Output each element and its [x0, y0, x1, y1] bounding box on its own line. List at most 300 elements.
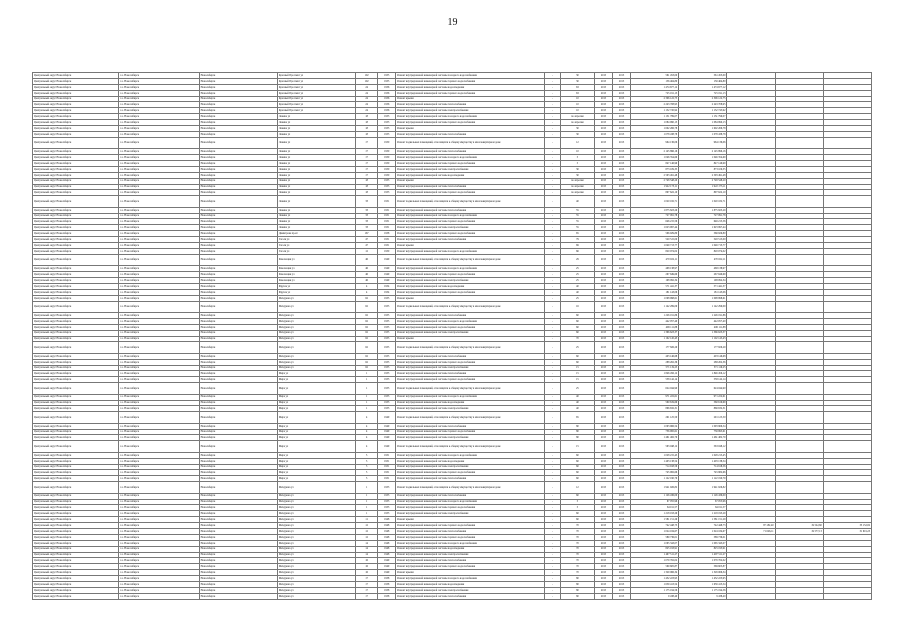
cell-extra [823, 196, 871, 207]
cell-district: Центральный округ Новосибирск [33, 464, 119, 470]
cell-total: 1 403 138,54 [631, 458, 679, 464]
cell-work: Ремонт крыши [396, 295, 545, 301]
cell-street: Мира ул [277, 458, 355, 464]
cell-year: 1949 [378, 429, 396, 435]
cell-total: 563 048,12 [631, 441, 679, 452]
cell-dash: - [544, 254, 560, 265]
cell-district: Центральный округ Новосибирск [33, 493, 119, 499]
cell-work: Ремонт внутридомовой инженерной системы горячего водоснабжения [396, 90, 545, 96]
cell-settlement: г.о. Новосибирск [119, 120, 199, 126]
cell-months: по апрелям [560, 120, 594, 126]
cell-y2: 2015 [612, 90, 630, 96]
cell-months: по апрелям [560, 190, 594, 196]
cell-y1: 2015 [594, 587, 612, 593]
cell-stage: 1 432 223,95 [679, 576, 727, 582]
cell-work: Ремонт внутридомовой инженерной системы водоотведения [396, 400, 545, 406]
cell-house: 62 [356, 318, 378, 324]
cell-extra: 87 182,40 [727, 523, 775, 529]
cell-dash: - [544, 383, 560, 394]
cell-y2: 2015 [612, 570, 630, 576]
cell-extra [823, 482, 871, 493]
cell-year: 1958 [378, 593, 396, 599]
cell-stage: 1 846 456,12 [679, 371, 727, 377]
cell-settlement: г.о. Новосибирск [119, 243, 199, 249]
cell-city: Новосибирск [199, 517, 277, 523]
cell-extra [727, 254, 775, 265]
cell-district: Центральный округ Новосибирск [33, 78, 119, 84]
cell-city: Новосибирск [199, 108, 277, 114]
cell-dash: - [544, 435, 560, 441]
cell-city: Новосибирск [199, 207, 277, 213]
cell-year: 1951 [378, 219, 396, 225]
cell-extra [775, 441, 823, 452]
cell-y2: 2015 [612, 295, 630, 301]
cell-street: Мира ул [277, 476, 355, 482]
cell-y2: 2015 [612, 441, 630, 452]
cell-house: 1 [356, 400, 378, 406]
cell-y1: 2015 [594, 237, 612, 243]
cell-year: 1953 [378, 511, 396, 517]
cell-total: 714 918,56 [631, 464, 679, 470]
cell-district: Центральный округ Новосибирск [33, 400, 119, 406]
cell-settlement: г.о. Новосибирск [119, 301, 199, 312]
cell-y1: 2015 [594, 254, 612, 265]
cell-dash: - [544, 517, 560, 523]
cell-dash: - [544, 102, 560, 108]
cell-settlement: г.о. Новосибирск [119, 476, 199, 482]
cell-extra [823, 412, 871, 423]
cell-house: 17 [356, 166, 378, 172]
cell-district: Центральный округ Новосибирск [33, 470, 119, 476]
cell-city: Новосибирск [199, 237, 277, 243]
cell-house: 18 [356, 131, 378, 137]
cell-house: 17 [356, 593, 378, 599]
cell-year: 1949 [378, 254, 396, 265]
cell-settlement: г.о. Новосибирск [119, 324, 199, 330]
cell-district: Центральный округ Новосибирск [33, 336, 119, 342]
cell-city: Новосибирск [199, 295, 277, 301]
cell-street: Мичурина ул [277, 365, 355, 371]
cell-city: Новосибирск [199, 278, 277, 284]
cell-months: 5 [560, 160, 594, 166]
cell-work: Ремонт внутридомовой инженерной системы электроснабжения [396, 406, 545, 412]
cell-city: Новосибирск [199, 423, 277, 429]
cell-dash: - [544, 581, 560, 587]
cell-dash: - [544, 371, 560, 377]
cell-year: 1950 [378, 166, 396, 172]
cell-work: Ремонт внутридомовой инженерной системы теплоснабжения [396, 371, 545, 377]
cell-district: Центральный округ Новосибирск [33, 178, 119, 184]
cell-district: Центральный округ Новосибирск [33, 365, 119, 371]
cell-y2: 2015 [612, 464, 630, 470]
cell-y2: 2015 [612, 231, 630, 237]
cell-settlement: г.о. Новосибирск [119, 166, 199, 172]
cell-stage: 267 649,69 [679, 272, 727, 278]
cell-total: 181 143,06 [631, 289, 679, 295]
cell-y2: 2015 [612, 359, 630, 365]
cell-months: 30 [560, 73, 594, 79]
cell-months: 70 [560, 540, 594, 546]
cell-y1: 2015 [594, 534, 612, 540]
cell-work: Ремонт внутридомовой инженерной системы водоотведения [396, 283, 545, 289]
cell-y1: 2015 [594, 137, 612, 148]
cell-work: Ремонт подвальных помещений, относящихся к общему имуществу в многоквартирном доме [396, 301, 545, 312]
cell-y2: 2015 [612, 219, 630, 225]
cell-year: 1955 [378, 330, 396, 336]
cell-district: Центральный округ Новосибирск [33, 564, 119, 570]
cell-year: 1956 [378, 84, 396, 90]
cell-house: 1 [356, 394, 378, 400]
cell-y1: 2015 [594, 400, 612, 406]
cell-settlement: г.о. Новосибирск [119, 505, 199, 511]
cell-district: Центральный округ Новосибирск [33, 505, 119, 511]
cell-house: 47 [356, 237, 378, 243]
cell-house: 33 [356, 219, 378, 225]
cell-city: Новосибирск [199, 581, 277, 587]
cell-stage: 156 464,80 [679, 78, 727, 84]
cell-dash: - [544, 464, 560, 470]
cell-y1: 2015 [594, 289, 612, 295]
cell-months: 25 [560, 342, 594, 353]
cell-city: Новосибирск [199, 283, 277, 289]
cell-district: Центральный округ Новосибирск [33, 225, 119, 231]
cell-months: 55 [560, 225, 594, 231]
cell-dash: - [544, 336, 560, 342]
cell-y1: 2015 [594, 353, 612, 359]
cell-months: 60 [560, 330, 594, 336]
cell-city: Новосибирск [199, 184, 277, 190]
cell-y2: 2015 [612, 289, 630, 295]
cell-extra [775, 482, 823, 493]
cell-work: Ремонт внутридомовой инженерной системы теплоснабжения [396, 353, 545, 359]
cell-settlement: г.о. Новосибирск [119, 278, 199, 284]
cell-street: Мира ул [277, 400, 355, 406]
cell-work: Ремонт внутридомовой инженерной системы водоотведения [396, 546, 545, 552]
cell-settlement: г.о. Новосибирск [119, 570, 199, 576]
cell-work: Ремонт внутридомовой инженерной системы холодного водоснабжения [396, 73, 545, 79]
cell-dash: - [544, 219, 560, 225]
cell-total: 1 329 066,34 [631, 570, 679, 576]
cell-months: 30 [560, 172, 594, 178]
cell-dash: - [544, 272, 560, 278]
cell-year: 1949 [378, 570, 396, 576]
cell-total: 1 461 482,79 [631, 435, 679, 441]
cell-stage: 2 306 122,75 [679, 96, 727, 102]
cell-district: Центральный округ Новосибирск [33, 570, 119, 576]
cell-work: Ремонт внутридомовой инженерной системы холодного водоснабжения [396, 248, 545, 254]
cell-dash: - [544, 289, 560, 295]
cell-street: Мичурина ул [277, 576, 355, 582]
cell-city: Новосибирск [199, 570, 277, 576]
cell-dash: - [544, 546, 560, 552]
cell-year: 1953 [378, 184, 396, 190]
cell-stage: 1 922 173,11 [679, 184, 727, 190]
cell-year: 1951 [378, 470, 396, 476]
cell-street: Ленина ул [277, 178, 355, 184]
cell-house: 11 [356, 517, 378, 523]
cell-street: Красный Проспект ул [277, 78, 355, 84]
cell-y1: 2015 [594, 540, 612, 546]
cell-year: 1955 [378, 359, 396, 365]
cell-y1: 2015 [594, 336, 612, 342]
cell-total: 1 020 182,71 [631, 196, 679, 207]
cell-street: Мира ул [277, 452, 355, 458]
cell-dash: - [544, 377, 560, 383]
cell-district: Центральный округ Новосибирск [33, 184, 119, 190]
cell-work: Ремонт внутридомовой инженерной системы холодного водоснабжения [396, 576, 545, 582]
cell-months: 15 [560, 441, 594, 452]
cell-y2: 2015 [612, 131, 630, 137]
cell-house: 102 [356, 73, 378, 79]
cell-stage: 563 048,12 [679, 441, 727, 452]
cell-work: Ремонт подвальных помещений, относящихся к общему имуществу в многоквартирном доме [396, 342, 545, 353]
cell-total: 1 084 990,13 [631, 120, 679, 126]
cell-year: 1955 [378, 318, 396, 324]
cell-year: 1948 [378, 546, 396, 552]
cell-y2: 2015 [612, 243, 630, 249]
cell-street: Мичурина ул [277, 359, 355, 365]
cell-y2: 2015 [612, 114, 630, 120]
cell-total: 1 226 191,86 [631, 312, 679, 318]
cell-district: Центральный округ Новосибирск [33, 353, 119, 359]
cell-settlement: г.о. Новосибирск [119, 365, 199, 371]
cell-city: Новосибирск [199, 412, 277, 423]
cell-total: 847 146,99 [631, 160, 679, 166]
cell-city: Новосибирск [199, 493, 277, 499]
cell-months: 25 [560, 278, 594, 284]
cell-stage: 1 403 138,54 [679, 458, 727, 464]
cell-y1: 2015 [594, 278, 612, 284]
cell-total: 745 982,66 [631, 470, 679, 476]
cell-settlement: г.о. Новосибирск [119, 190, 199, 196]
cell-dash: - [544, 137, 560, 148]
cell-months: 60 [560, 458, 594, 464]
cell-dash: - [544, 131, 560, 137]
cell-work: Ремонт внутридомовой инженерной системы холодного водоснабжения [396, 499, 545, 505]
cell-street: Мира ул [277, 435, 355, 441]
cell-district: Центральный округ Новосибирск [33, 423, 119, 429]
cell-total: 873 109,35 [631, 166, 679, 172]
cell-stage: 1 941 926,82 [679, 482, 727, 493]
cell-total: 9 438,40 [631, 593, 679, 599]
cell-district: Центральный округ Новосибирск [33, 523, 119, 529]
table-row [33, 342, 872, 353]
cell-dash: - [544, 283, 560, 289]
cell-street: Ленина ул [277, 207, 355, 213]
cell-year: 1953 [378, 493, 396, 499]
cell-street: Ленина ул [277, 131, 355, 137]
cell-settlement: г.о. Новосибирск [119, 283, 199, 289]
cell-total: 736 995,61 [631, 429, 679, 435]
cell-street: Ленина ул [277, 149, 355, 155]
cell-total: 1 098 998,61 [631, 295, 679, 301]
cell-extra [727, 441, 775, 452]
cell-house: 62 [356, 301, 378, 312]
cell-street: Ленина ул [277, 114, 355, 120]
cell-stage: 560 619,69 [679, 400, 727, 406]
cell-settlement: г.о. Новосибирск [119, 266, 199, 272]
cell-dash: - [544, 184, 560, 190]
cell-total: 1 046 354,69 [631, 155, 679, 161]
cell-district: Центральный округ Новосибирск [33, 73, 119, 79]
cell-settlement: г.о. Новосибирск [119, 289, 199, 295]
cell-y1: 2015 [594, 184, 612, 190]
cell-street: Димитрова пр-кт [277, 231, 355, 237]
cell-district: Центральный округ Новосибирск [33, 172, 119, 178]
cell-district: Центральный округ Новосибирск [33, 534, 119, 540]
cell-house: 18 [356, 126, 378, 132]
cell-dash: - [544, 295, 560, 301]
cell-total: 571 441,37 [631, 283, 679, 289]
cell-y1: 2015 [594, 172, 612, 178]
cell-city: Новосибирск [199, 342, 277, 353]
cell-dash: - [544, 114, 560, 120]
cell-dash: - [544, 155, 560, 161]
cell-year: 1951 [378, 476, 396, 482]
cell-house: 5 [356, 470, 378, 476]
cell-dash: - [544, 593, 560, 599]
cell-stage: 1 122 190,79 [679, 476, 727, 482]
cell-house: 14 [356, 552, 378, 558]
cell-months: 80 [560, 435, 594, 441]
cell-street: Мичурина ул [277, 570, 355, 576]
cell-district: Центральный округ Новосибирск [33, 587, 119, 593]
cell-house: 102 [356, 78, 378, 84]
cell-city: Новосибирск [199, 576, 277, 582]
cell-year: 1950 [378, 248, 396, 254]
cell-work: Ремонт внутридомовой инженерной системы горячего водоснабжения [396, 429, 545, 435]
cell-city: Новосибирск [199, 225, 277, 231]
cell-city: Новосибирск [199, 371, 277, 377]
cell-months: 60 [560, 359, 594, 365]
cell-year: 1950 [378, 160, 396, 166]
cell-settlement: г.о. Новосибирск [119, 231, 199, 237]
cell-street: Ленина ул [277, 196, 355, 207]
cell-street: Мичурина ул [277, 540, 355, 546]
cell-extra [775, 342, 823, 353]
cell-district: Центральный округ Новосибирск [33, 254, 119, 265]
cell-work: Ремонт внутридомовой инженерной системы теплоснабжения [396, 476, 545, 482]
cell-y1: 2015 [594, 166, 612, 172]
cell-work: Ремонт внутридомовой инженерной системы электроснабжения [396, 552, 545, 558]
cell-y1: 2015 [594, 394, 612, 400]
cell-house: 46 [356, 272, 378, 278]
cell-house: 4 [356, 289, 378, 295]
cell-city: Новосибирск [199, 243, 277, 249]
cell-months: 10 [560, 149, 594, 155]
cell-dash: - [544, 540, 560, 546]
cell-street: Ленина ул [277, 137, 355, 148]
cell-house: 24 [356, 90, 378, 96]
cell-work: Ремонт внутридомовой инженерной системы холодного водоснабжения [396, 266, 545, 272]
cell-y1: 2015 [594, 102, 612, 108]
cell-total: 646 215,56 [631, 219, 679, 225]
works-table [32, 72, 872, 600]
cell-dash: - [544, 528, 560, 534]
cell-months: 80 [560, 587, 594, 593]
cell-months: 66 [560, 248, 594, 254]
cell-stage: 825 193,91 [679, 546, 727, 552]
cell-total: 866 632,31 [631, 406, 679, 412]
cell-months: 40 [560, 400, 594, 406]
cell-months: 65 [560, 231, 594, 237]
cell-city: Новосибирск [199, 330, 277, 336]
cell-house: 24 [356, 84, 378, 90]
cell-y2: 2015 [612, 73, 630, 79]
cell-months: 60 [560, 511, 594, 517]
cell-work: Ремонт внутридомовой инженерной системы теплоснабжения [396, 593, 545, 599]
cell-city: Новосибирск [199, 336, 277, 342]
cell-street: Ленина ул [277, 160, 355, 166]
cell-y2: 2015 [612, 400, 630, 406]
cell-y1: 2015 [594, 196, 612, 207]
cell-year: 1949 [378, 441, 396, 452]
cell-extra [727, 412, 775, 423]
cell-district: Центральный округ Новосибирск [33, 243, 119, 249]
cell-total: 1 142 299,09 [631, 301, 679, 312]
cell-year: 1955 [378, 312, 396, 318]
cell-months: 70 [560, 558, 594, 564]
cell-months: 60 [560, 452, 594, 458]
cell-city: Новосибирск [199, 383, 277, 394]
cell-house: 17 [356, 581, 378, 587]
cell-work: Ремонт подвальных помещений, относящихся к общему имуществу в многоквартирном доме [396, 196, 545, 207]
cell-y2: 2015 [612, 493, 630, 499]
cell-stage: 569 605,87 [679, 564, 727, 570]
cell-dash: - [544, 423, 560, 429]
cell-y1: 2015 [594, 581, 612, 587]
cell-stage: 177 826,29 [679, 342, 727, 353]
cell-work: Ремонт внутридомовой инженерной системы горячего водоснабжения [396, 324, 545, 330]
cell-y2: 2015 [612, 324, 630, 330]
cell-months: 80 [560, 581, 594, 587]
cell-year: 1950 [378, 137, 396, 148]
cell-stage: 1 079 762,02 [679, 558, 727, 564]
cell-total: 2 593 491,48 [631, 172, 679, 178]
cell-district: Центральный округ Новосибирск [33, 248, 119, 254]
cell-months: 79 [560, 237, 594, 243]
cell-y1: 2015 [594, 90, 612, 96]
cell-y1: 2015 [594, 114, 612, 120]
cell-y2: 2015 [612, 283, 630, 289]
cell-house: 1 [356, 499, 378, 505]
cell-y1: 2015 [594, 377, 612, 383]
cell-stage: 1 497 511,27 [679, 552, 727, 558]
cell-dash: - [544, 359, 560, 365]
cell-total: 1 659 413,54 [631, 581, 679, 587]
cell-street: Мичурина ул [277, 318, 355, 324]
cell-stage: 571 441,37 [679, 283, 727, 289]
cell-district: Центральный округ Новосибирск [33, 540, 119, 546]
cell-y1: 2015 [594, 324, 612, 330]
table-row [33, 593, 872, 599]
cell-street: Мира ул [277, 371, 355, 377]
cell-settlement: г.о. Новосибирск [119, 295, 199, 301]
cell-district: Центральный округ Новосибирск [33, 435, 119, 441]
cell-stage: 198 092,34 [679, 278, 727, 284]
cell-house: 12 [356, 528, 378, 534]
cell-district: Центральный округ Новосибирск [33, 552, 119, 558]
cell-dash: - [544, 342, 560, 353]
cell-stage: 1 152 745,92 [679, 108, 727, 114]
cell-y2: 2015 [612, 272, 630, 278]
cell-extra [727, 383, 775, 394]
cell-work: Ремонт внутридомовой инженерной системы холодного водоснабжения [396, 318, 545, 324]
cell-months: 30 [560, 131, 594, 137]
cell-city: Новосибирск [199, 149, 277, 155]
cell-total: 1 581 151,29 [631, 517, 679, 523]
cell-y2: 2015 [612, 383, 630, 394]
